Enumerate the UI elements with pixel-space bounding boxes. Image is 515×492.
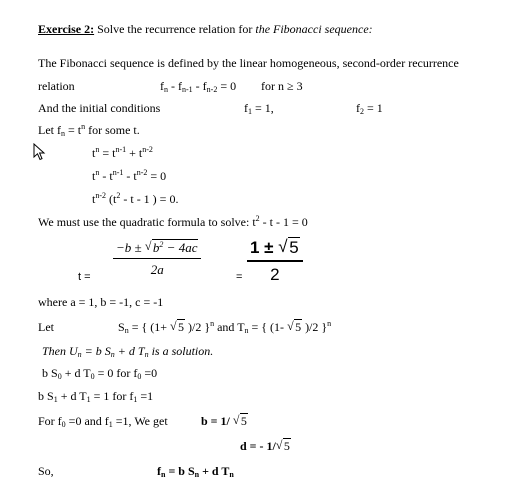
- equals-sign: =: [236, 271, 243, 283]
- for-line: For f0 =0 and f1 =1, We get: [38, 414, 168, 429]
- let-s-label: Let: [38, 320, 54, 334]
- equation-3: $t^{n-2}$ ($t^2$ - t - 1 ) = 0.: [92, 191, 179, 206]
- recurrence-condition: for n ≥ 3: [261, 79, 303, 93]
- sn-tn-definition: Sn = { (1+ √ 5 )/2 }$^n$ and Tn = { (1- √ 5 )/2 }$^n$: [118, 319, 332, 335]
- bs0-line: b S0 + d T0 = 0 for f0 =0: [42, 366, 158, 381]
- t-equals: t =: [78, 271, 91, 283]
- so-label: So,: [38, 464, 54, 478]
- roots-fraction: 1 ± √ 5 2: [247, 238, 303, 285]
- initial-f2: f2 = 1: [356, 101, 383, 116]
- initial-f1: f1 = 1,: [244, 101, 274, 116]
- d-value: d = - 1/ √ 5: [240, 438, 290, 453]
- bs1-line: b S1 + d T1 = 1 for f1 =1: [38, 389, 154, 404]
- quadratic-formula: −b ± √ $b^2 - 4ac$ 2a: [113, 240, 201, 278]
- exercise-label: Exercise 2:: [38, 22, 95, 36]
- equation-2: $t^n - t^{n-1} - t^{n-2} = 0$: [92, 168, 167, 183]
- exercise-heading: Exercise 2: Solve the recurrence relation for the Fibonacci sequence:: [38, 22, 373, 36]
- final-solution: fn = b Sn + d Tn: [157, 464, 234, 479]
- recurrence-relation: fn - fn-1 - fn-2 = 0: [160, 79, 237, 94]
- let-fn-line: Let fn = $t^n$ for some t.: [38, 122, 140, 138]
- b-value: b = 1/ √ 5: [201, 413, 247, 428]
- intro-line-2: relation: [38, 79, 75, 93]
- intro-line-1: The Fibonacci sequence is defined by the linear homogeneous, second-order recurrence: [38, 56, 459, 70]
- initial-label: And the initial conditions: [38, 101, 161, 115]
- mouse-cursor-icon: [33, 143, 47, 161]
- abc-values: where a = 1, b = -1, c = -1: [38, 295, 164, 309]
- then-line: Then Un = b Sn + d Tn is a solution.: [42, 344, 214, 359]
- quadratic-line: We must use the quadratic formula to solve: $t^2 - t - 1 = 0$: [38, 214, 308, 229]
- equation-1: $t^n = t^{n-1} + t^{n-2}$: [92, 145, 153, 160]
